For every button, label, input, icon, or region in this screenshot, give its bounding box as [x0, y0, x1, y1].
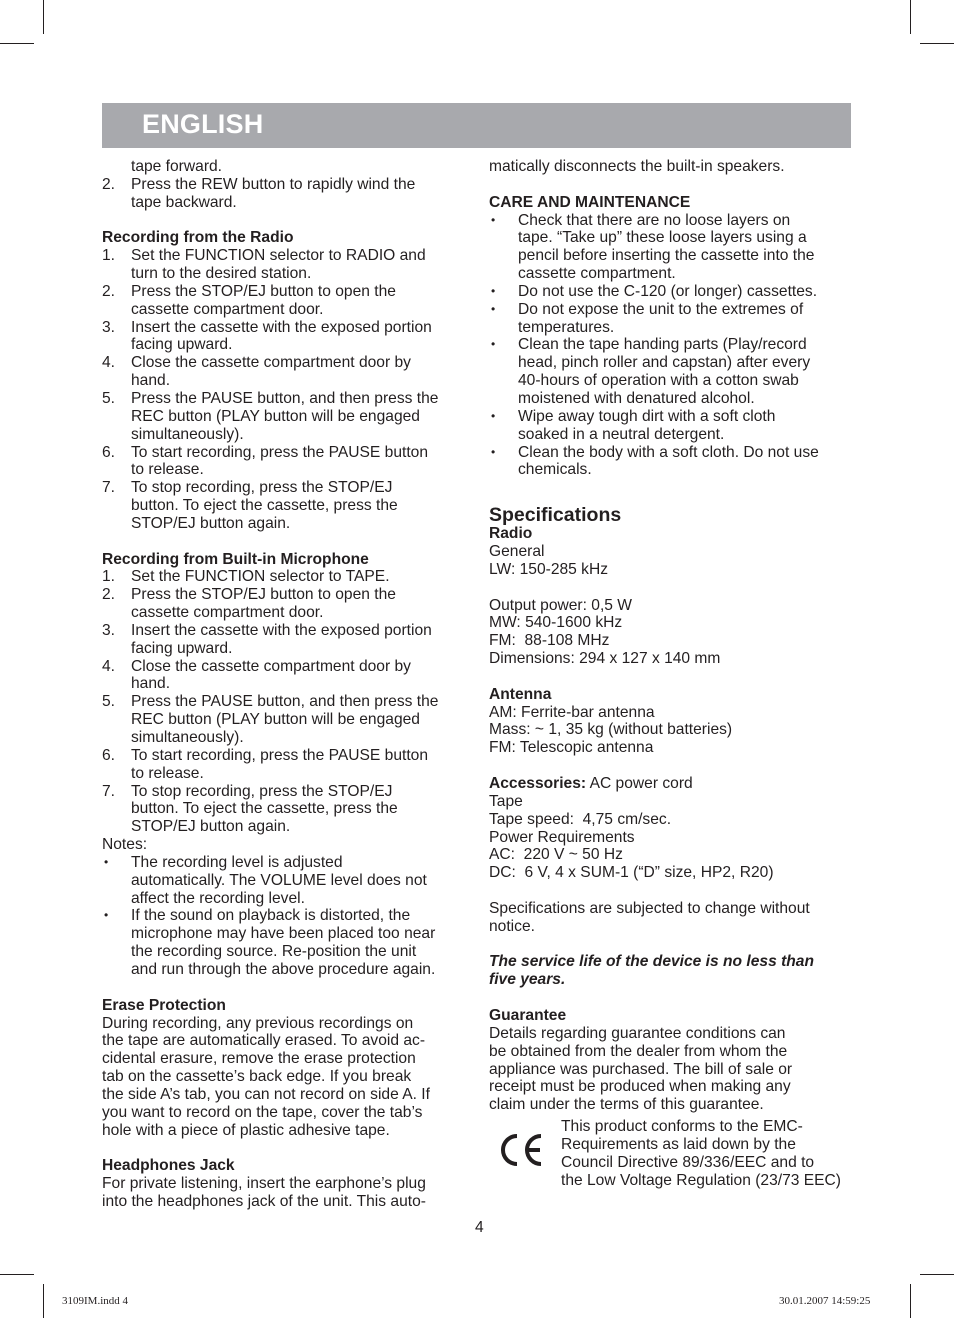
change-notice [489, 900, 851, 936]
spec-line: DC: 6 V, 4 x SUM-1 (“D” size, HP2, R20) [489, 864, 774, 882]
spec-line: Mass: ~ 1, 35 kg (without batteries) [489, 721, 733, 739]
list-item-text: tape backward. [131, 193, 237, 211]
list-item [102, 158, 464, 176]
paragraph-line: appliance was purchased. The bill of sale or [489, 1060, 793, 1078]
list-item-text: Check that there are no loose layers on [518, 211, 791, 229]
crop-mark [43, 1284, 44, 1318]
bullet-item [489, 444, 851, 480]
notes-label: Notes: [102, 836, 148, 854]
spacer [102, 1139, 464, 1157]
section-heading: Recording from the Radio [102, 229, 294, 247]
paragraph-line: For private listening, insert the earphone’s plug [102, 1175, 426, 1193]
list-item [102, 354, 464, 390]
spec-line: Power Requirements [489, 828, 635, 846]
bullet-marker: • [491, 337, 496, 352]
paragraph-line: notice. [489, 917, 535, 935]
spec-line: Tape speed: 4,75 cm/sec. [489, 810, 672, 828]
list-item-text: STOP/EJ button again. [131, 514, 291, 532]
list-item-text: Do not use the C-120 (or longer) cassettes. [518, 282, 818, 300]
list-item [102, 247, 464, 283]
spec-line: FM: 88-108 MHz [489, 632, 610, 650]
language-header-bar [102, 103, 851, 148]
list-item [102, 176, 464, 212]
crop-mark [920, 43, 954, 44]
list-item-text: microphone may have been placed too near [131, 925, 436, 943]
list-number: 4. [102, 657, 116, 675]
list-item-text: button. To eject the cassette, press the [131, 800, 398, 818]
spec-line: Tape [489, 792, 523, 810]
antenna-specs [489, 704, 851, 758]
list-item-text: affect the recording level. [131, 889, 305, 907]
list-number: 6. [102, 746, 116, 764]
paragraph-line: cidental erasure, remove the erase protection [102, 1050, 416, 1068]
paragraph-line: five years. [489, 971, 566, 989]
bullet-marker: • [104, 908, 109, 923]
list-number: 2. [102, 175, 116, 193]
bullet-item [489, 212, 851, 283]
spec-line: Dimensions: 294 x 127 x 140 mm [489, 650, 721, 668]
list-item-text: moistened with denatured alcohol. [518, 389, 755, 407]
paragraph-line: Details regarding guarantee conditions can [489, 1024, 786, 1042]
left-column [102, 158, 464, 1211]
notes-list [102, 854, 464, 979]
specifications-heading: Specifications [489, 504, 622, 527]
section-heading: Erase Protection [102, 996, 226, 1014]
list-item-text: tape forward. [131, 158, 223, 175]
spacer [102, 533, 464, 551]
list-item-text: Clean the body with a soft cloth. Do not use [518, 443, 819, 461]
list-item-text: Press the PAUSE button, and then press the [131, 389, 439, 407]
paragraph-line: Specifications are subjected to change without [489, 899, 810, 917]
spacer [489, 882, 851, 900]
footer-filename: 3109IM.indd 4 [62, 1295, 128, 1307]
paragraph-line: hole with a piece of plastic adhesive tape. [102, 1121, 390, 1139]
list-item [102, 390, 464, 444]
bullet-item [102, 854, 464, 908]
paragraph-line: you want to record on the tape, cover the tab’s [102, 1103, 423, 1121]
list-item-text: temperatures. [518, 318, 615, 336]
list-item-text: hand. [131, 675, 171, 693]
list-item-text: The recording level is adjusted [131, 853, 343, 871]
bullet-marker: • [104, 854, 109, 869]
section-heading: CARE AND MAINTENANCE [489, 193, 691, 211]
list-item [102, 283, 464, 319]
list-item-text: Clean the tape handing parts (Play/record [518, 336, 807, 354]
paragraph-line: receipt must be produced when making any [489, 1078, 791, 1096]
ce-text-line: Requirements as laid down by the [561, 1135, 796, 1153]
list-number: 1. [102, 568, 116, 586]
list-item-text: facing upward. [131, 639, 233, 657]
paragraph-line: the tape are automatically erased. To avoid ac- [102, 1032, 426, 1050]
bullet-marker: • [491, 408, 496, 423]
language-title: ENGLISH [142, 109, 264, 139]
list-item-text: Press the REW button to rapidly wind the [131, 175, 416, 193]
recording-mic-list [102, 568, 464, 836]
bullet-marker: • [491, 301, 496, 316]
list-item-text: REC button (PLAY button will be engaged [131, 711, 420, 729]
list-item-text: Close the cassette compartment door by [131, 354, 411, 372]
list-item [102, 479, 464, 533]
spacer [489, 668, 851, 686]
list-item-text: pencil before inserting the cassette into the [518, 247, 815, 265]
spacer [489, 757, 851, 775]
headphones-paragraph [102, 1175, 464, 1211]
list-item-text: Press the STOP/EJ button to open the [131, 282, 396, 300]
section-heading: Guarantee [489, 1006, 567, 1024]
list-item [102, 586, 464, 622]
list-item [102, 658, 464, 694]
footer-timestamp: 30.01.2007 14:59:25 [779, 1295, 871, 1307]
bullet-item [489, 283, 851, 301]
list-item-text: Wipe away tough dirt with a soft cloth [518, 407, 776, 425]
spacer [102, 212, 464, 230]
spec-line: AC: 220 V ~ 50 Hz [489, 846, 623, 864]
ce-text-line: This product conforms to the EMC- [561, 1118, 803, 1135]
service-life-notice [489, 953, 851, 989]
ce-conformity-text [561, 1118, 841, 1189]
spacer [489, 989, 851, 1007]
list-item-text: Insert the cassette with the exposed portion [131, 318, 432, 336]
page-number: 4 [475, 1219, 484, 1236]
spec-line: MW: 540-1600 kHz [489, 614, 623, 632]
paragraph-line: The service life of the device is no less than [489, 953, 814, 971]
paragraph-line: tab on the cassette’s back edge. If you break [102, 1068, 412, 1086]
list-item-text: head, pinch roller and capstan) after every [518, 354, 811, 372]
bullet-item [489, 336, 851, 407]
list-item-text: to release. [131, 764, 204, 782]
paragraph-line: into the headphones jack of the unit. This auto- [102, 1192, 426, 1210]
list-item-text: To start recording, press the PAUSE button [131, 443, 429, 461]
list-item-text: If the sound on playback is distorted, the [131, 907, 411, 925]
list-item [102, 444, 464, 480]
list-item-text: simultaneously). [131, 425, 244, 443]
bullet-marker: • [491, 212, 496, 227]
recording-radio-list [102, 247, 464, 533]
section-heading: Headphones Jack [102, 1157, 235, 1175]
list-number: 5. [102, 389, 116, 407]
list-item-text: the recording source. Re-position the unit [131, 943, 417, 961]
crop-mark [0, 1274, 34, 1275]
list-number: 7. [102, 782, 116, 800]
list-item-text: To stop recording, press the STOP/EJ [131, 479, 393, 497]
paragraph-line: During recording, any previous recordings on [102, 1014, 414, 1032]
accessories-value: AC power cord [586, 775, 693, 792]
list-item-text: To start recording, press the PAUSE button [131, 746, 429, 764]
list-number: 7. [102, 479, 116, 497]
list-item-text: cassette compartment door. [131, 604, 324, 622]
care-list [489, 212, 851, 480]
spec-line: FM: Telescopic antenna [489, 739, 654, 757]
paragraph-line: be obtained from the dealer from whom the [489, 1042, 788, 1060]
paragraph-continuation: matically disconnects the built-in speakers. [489, 158, 785, 175]
list-item-text: button. To eject the cassette, press the [131, 497, 398, 515]
list-item [102, 319, 464, 355]
accessories-line [489, 775, 851, 793]
bullet-item [489, 408, 851, 444]
list-item-text: STOP/EJ button again. [131, 818, 291, 836]
crop-mark [910, 1284, 911, 1318]
list-item-text: Insert the cassette with the exposed portion [131, 621, 432, 639]
list-item-text: facing upward. [131, 336, 233, 354]
list-item-text: chemicals. [518, 461, 592, 479]
bullet-item [102, 907, 464, 978]
spec-line: LW: 150-285 kHz [489, 560, 609, 578]
list-item-text: to release. [131, 461, 204, 479]
list-item-text: Set the FUNCTION selector to RADIO and [131, 247, 426, 265]
list-item-text: and run through the above procedure again. [131, 960, 436, 978]
subheading: Antenna [489, 685, 552, 703]
list-number: 1. [102, 247, 116, 265]
list-item-text: cassette compartment. [518, 265, 676, 283]
accessories-label: Accessories: [489, 775, 587, 792]
spacer [489, 176, 851, 194]
list-item-text: To stop recording, press the STOP/EJ [131, 782, 393, 800]
spacer [489, 936, 851, 954]
ce-text-line: Council Directive 89/336/EEC and to [561, 1153, 815, 1171]
list-number: 4. [102, 354, 116, 372]
paragraph-line: claim under the terms of this guarantee. [489, 1096, 764, 1114]
list-item [102, 747, 464, 783]
list-item [102, 622, 464, 658]
list-number: 6. [102, 443, 116, 461]
bullet-marker: • [491, 283, 496, 298]
list-item-text: REC button (PLAY button will be engaged [131, 407, 420, 425]
spec-line: Output power: 0,5 W [489, 596, 633, 614]
list-item-text: Close the cassette compartment door by [131, 657, 411, 675]
spacer [489, 479, 851, 503]
bullet-item [489, 301, 851, 337]
list-number: 5. [102, 693, 116, 711]
guarantee-paragraph [489, 1025, 851, 1114]
paragraph-line: the side A’s tab, you can not record on side A. If [102, 1085, 430, 1103]
list-item-text: Do not expose the unit to the extremes of [518, 300, 804, 318]
crop-mark [43, 0, 44, 34]
radio-specs [489, 543, 851, 668]
list-item [102, 783, 464, 837]
ce-conformity-block [489, 1118, 851, 1198]
spacer [102, 979, 464, 997]
section-heading: Recording from Built-in Microphone [102, 550, 369, 568]
ce-mark-icon [497, 1130, 547, 1170]
list-number: 3. [102, 621, 116, 639]
crop-mark [920, 1274, 954, 1275]
list-item-text: automatically. The VOLUME level does not [131, 871, 427, 889]
list-item-text: simultaneously). [131, 729, 244, 746]
list-item-text: Set the FUNCTION selector to TAPE. [131, 568, 390, 586]
erase-paragraph [102, 1015, 464, 1140]
accessories-specs [489, 793, 851, 882]
spec-line: General [489, 543, 545, 561]
list-item-text: cassette compartment door. [131, 300, 324, 318]
list-item-text: 40-hours of operation with a cotton swab [518, 372, 799, 390]
list-item-text: tape. “Take up” these loose layers using a [518, 229, 807, 247]
ce-text-line: the Low Voltage Regulation (23/73 EEC) [561, 1171, 842, 1189]
list-item-text: Press the PAUSE button, and then press the [131, 693, 439, 711]
subheading: Radio [489, 525, 533, 543]
bullet-marker: • [491, 444, 496, 459]
list-item [102, 693, 464, 747]
spec-line: AM: Ferrite-bar antenna [489, 703, 655, 721]
list-item-text: soaked in a neutral detergent. [518, 425, 725, 443]
list-number: 2. [102, 586, 116, 604]
list-number: 2. [102, 282, 116, 300]
spec-line [489, 579, 851, 597]
list-item-text: hand. [131, 372, 171, 390]
right-column [489, 158, 851, 1114]
list-item-text: Press the STOP/EJ button to open the [131, 586, 396, 604]
list-item [102, 568, 464, 586]
crop-mark [0, 43, 34, 44]
list-number: 3. [102, 318, 116, 336]
list-item-text: turn to the desired station. [131, 265, 312, 283]
crop-mark [910, 0, 911, 34]
